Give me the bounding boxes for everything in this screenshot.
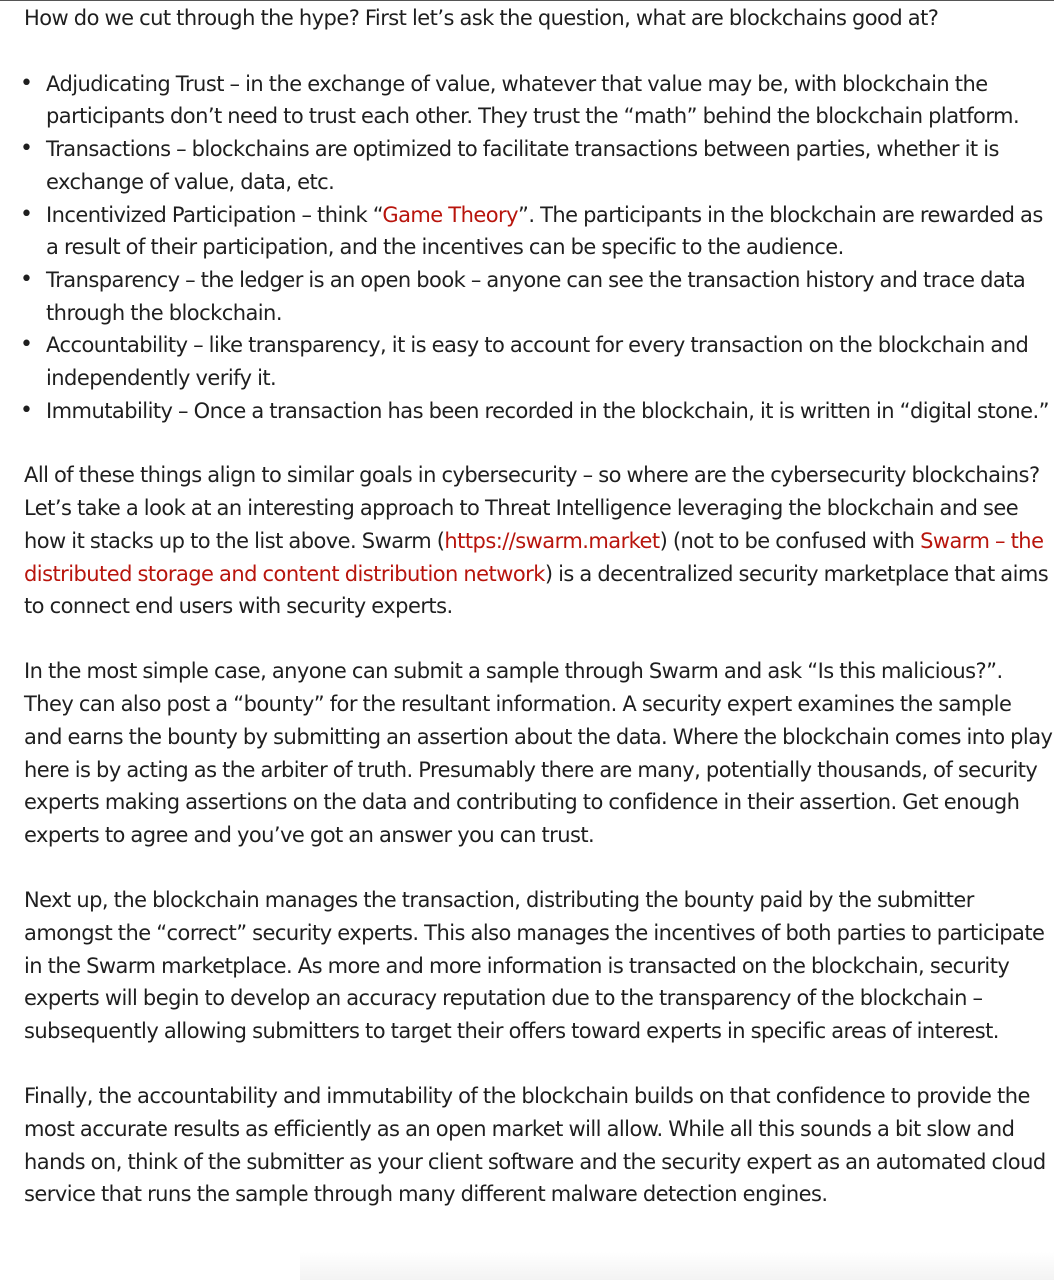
list-item-text: Transactions – blockchains are optimized to facilitate transactions between parties, whether it is exchange of value, data, etc. [46, 137, 999, 194]
list-item-accountability [20, 329, 1054, 394]
list-item-text: Immutability – Once a transaction has been recorded in the blockchain, it is written in “digital stone.” [46, 398, 1050, 423]
bottom-shadow [300, 1252, 1054, 1280]
list-item-text: Transparency – the ledger is an open book – anyone can see the transaction history and trace data through the blockchain. [46, 267, 1026, 325]
bullet-icon: • [20, 332, 33, 358]
list-item-immutability [20, 395, 1054, 428]
list-item-text-after: ”. The participants in the blockchain are rewarded as a result of their participation, and the incentives can be specific to the audience. [46, 202, 1043, 260]
bullet-icon: • [20, 397, 33, 423]
transaction-paragraph: Next up, the blockchain manages the transaction, distributing the bounty paid by the submitter amongst the “correct” security experts. This also manages the incentives of both parties to participate in the Swarm marketplace. As more and more information is transacted on the blockchain, security experts will begin to develop an accuracy reputation due to the transparency of the blockchain – subsequently allowing submitters to target their offers toward experts in specific areas of interest. [24, 888, 1045, 1043]
swarm-storage-link[interactable]: Swarm – the distributed storage and content distribution network [24, 528, 1044, 586]
intro-paragraph: How do we cut through the hype? First let’s ask the question, what are blockchains good at? [24, 6, 939, 30]
list-item-incentives [20, 199, 1054, 264]
bullet-icon: • [20, 201, 33, 227]
bullet-icon: • [20, 136, 33, 162]
bullet-icon: • [20, 70, 33, 96]
paragraph-text: ) (not to be confused with [659, 528, 921, 553]
list-item-trust [20, 68, 1054, 133]
list-item-text: Accountability – like transparency, it is easy to account for every transaction on the blockchain and independently verify it. [46, 333, 1029, 391]
bullet-icon: • [20, 266, 33, 292]
conclusion-paragraph: Finally, the accountability and immutability of the blockchain builds on that confidence to provide the most accurate results as efficiently as an open market will allow. While all this sounds a bit slow and hands on, think of the submitter as your client software and the security expert as an automated cloud service that runs the sample through many different malware detection engines. [24, 1084, 1046, 1207]
paragraph-text: ) is a decentralized security marketplace that aims to connect end users with security experts. [24, 561, 1049, 619]
list-item-text-before: Incentivized Participation – think “ [46, 202, 383, 227]
paragraph-text: All of these things align to similar goals in cybersecurity – so where are the cybersecurity blockchains? Let’s take a look at an interesting approach to Threat Intelligence leveraging the blockchain and see how it stacks up to the list above. Swarm ( [24, 463, 1040, 553]
swarm-market-link[interactable]: https://swarm.market [444, 528, 660, 553]
capabilities-list [20, 68, 1054, 428]
list-item-text: Adjudicating Trust – in the exchange of value, whatever that value may be, with blockchain the participants don’t need to trust each other. They trust the “math” behind the blockchain platform. [46, 71, 1020, 129]
list-item-transactions [20, 133, 1054, 198]
article-body [20, 1, 1054, 1244]
game-theory-link[interactable]: Game Theory [382, 202, 518, 227]
simple-case-paragraph: In the most simple case, anyone can submit a sample through Swarm and ask “Is this malicious?”. They can also post a “bounty” for the resultant information. A security expert examines the sample and earns the bounty by submitting an assertion about the data. Where the blockchain comes into play here is by acting as the arbiter of truth. Presumably there are many, potentially thousands, of security experts making assertions on the data and contributing to confidence in their assertion. Get enough experts to agree and you’ve got an answer you can trust. [24, 659, 1053, 847]
list-item-transparency [20, 264, 1054, 329]
swarm-intro-paragraph [24, 459, 1054, 623]
